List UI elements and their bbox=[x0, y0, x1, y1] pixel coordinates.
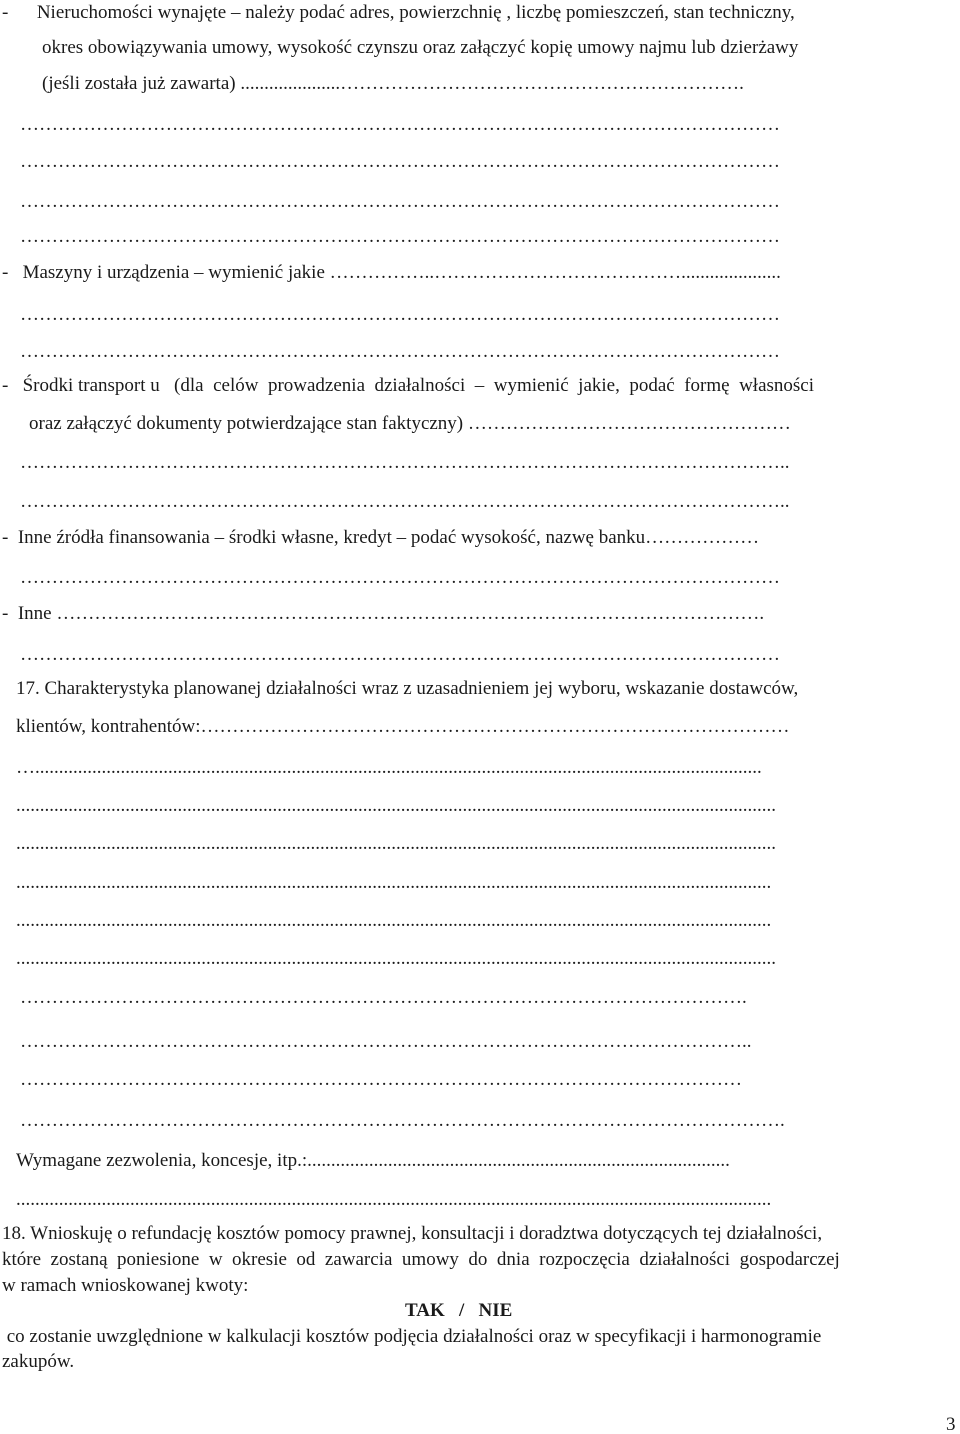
text-line: w ramach wnioskowanej kwoty: bbox=[2, 1275, 249, 1296]
dotted-line: ............................................................................................................................................................... bbox=[16, 910, 772, 931]
section-heading-17: 17. Charakterystyka planowanej działalności wraz z uzasadnieniem jej wyboru, wskazanie dostawców, bbox=[16, 678, 799, 699]
dotted-line: ………………………………………………………………………………………………………… bbox=[20, 191, 780, 212]
text-line: - Maszyny i urządzenia – wymienić jakie ……………..…………………………………..................... bbox=[2, 262, 781, 283]
dotted-line: ............................................................................................................................................................... bbox=[16, 872, 772, 893]
text-line: (jeśli została już zawarta) .....................………………………………………………………. bbox=[42, 73, 744, 94]
dotted-line: …………………………………………………………………………………………………….. bbox=[20, 1031, 752, 1052]
dotted-line: ............................................................................................................................................................... bbox=[16, 1189, 772, 1210]
dotted-line: ………………………………………………………………………………………………………… bbox=[20, 341, 780, 362]
dotted-line: ………………………………………………………………………………………………………….. bbox=[20, 452, 790, 473]
text-line: które zostaną poniesione w okresie od zawarcia umowy do dnia rozpoczęcia działalności gospodarczej bbox=[2, 1249, 840, 1270]
dotted-line: ………………………………………………………………………………………………………… bbox=[20, 114, 780, 135]
dotted-line: ................................................................................................................................................................ bbox=[16, 795, 776, 816]
text-line: oraz załączyć dokumenty potwierdzające stan faktyczny) …………………………………………… bbox=[29, 413, 791, 434]
section-heading-18: 18. Wnioskuję o refundację kosztów pomocy prawnej, konsultacji i doradztwa dotyczących tej działalności, bbox=[2, 1223, 823, 1244]
text-line: co zostanie uwzględnione w kalkulacji kosztów podjęcia działalności oraz w specyfikacji i harmonogramie bbox=[2, 1326, 822, 1347]
yes-no-choice: TAK / NIE bbox=[405, 1300, 513, 1321]
dotted-line: …………………………………………………………………………………………………………. bbox=[20, 1110, 785, 1131]
text-line: zakupów. bbox=[2, 1351, 75, 1372]
dotted-line: …......................................................................................................................................................... bbox=[16, 757, 762, 778]
text-line: Wymagane zezwolenia, koncesje, itp.:......................................................................................... bbox=[16, 1150, 730, 1171]
dotted-line: …………………………………………………………………………………………………… bbox=[20, 1069, 742, 1090]
dotted-line: ………………………………………………………………………………………………………… bbox=[20, 151, 780, 172]
dotted-line: ………………………………………………………………………………………………………… bbox=[20, 644, 780, 665]
text-line: - Inne źródła finansowania – środki własne, kredyt – podać wysokość, nazwę banku……………… bbox=[2, 527, 760, 548]
text-line: - Nieruchomości wynajęte – należy podać adres, powierzchnię , liczbę pomieszczeń, stan techniczny, bbox=[2, 2, 795, 23]
dotted-line: ................................................................................................................................................................ bbox=[16, 948, 776, 969]
dotted-line: ………………………………………………………………………………………………………… bbox=[20, 304, 780, 325]
text-line: klientów, kontrahentów:………………………………………………………………………………… bbox=[16, 716, 790, 737]
dotted-line: ………………………………………………………………………………………………………… bbox=[20, 567, 780, 588]
text-line: okres obowiązywania umowy, wysokość czynszu oraz załączyć kopię umowy najmu lub dzierżawy bbox=[42, 37, 799, 58]
dotted-line: ………………………………………………………………………………………………………….. bbox=[20, 491, 790, 512]
text-line: - Inne …………………………………………………………………………………………………. bbox=[2, 603, 765, 624]
dotted-line: ................................................................................................................................................................ bbox=[16, 833, 776, 854]
page-number: 3 bbox=[946, 1414, 956, 1434]
dotted-line: ……………………………………………………………………………………………………. bbox=[20, 987, 747, 1008]
text-line: - Środki transport u (dla celów prowadzenia działalności – wymienić jakie, podać formę własności bbox=[2, 375, 815, 396]
dotted-line: ………………………………………………………………………………………………………… bbox=[20, 226, 780, 247]
